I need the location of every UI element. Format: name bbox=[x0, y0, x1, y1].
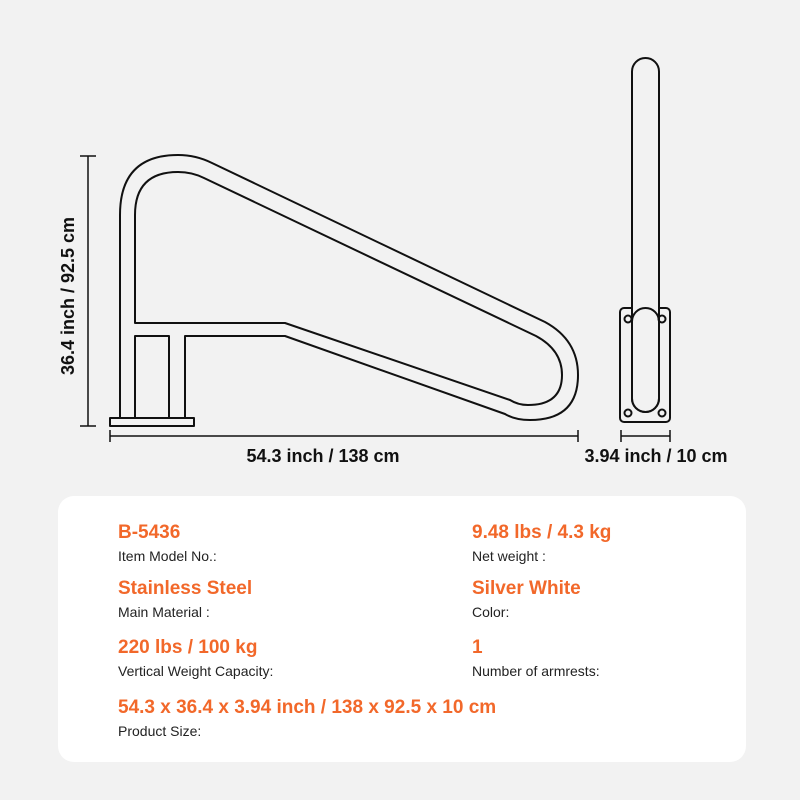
spec-model bbox=[118, 522, 217, 564]
spec-capacity bbox=[118, 637, 273, 679]
specs-card bbox=[58, 496, 746, 762]
spec-weight-label: Net weight : bbox=[472, 548, 546, 564]
spec-material-label: Main Material : bbox=[118, 604, 210, 620]
spec-model-label: Item Model No.: bbox=[118, 548, 217, 564]
spec-armrests-label: Number of armrests: bbox=[472, 663, 600, 679]
spec-armrests bbox=[472, 637, 600, 679]
spec-color-value: Silver White bbox=[472, 578, 581, 599]
bolt-hole-icon bbox=[625, 316, 632, 323]
spec-material bbox=[118, 578, 252, 620]
spec-color-label: Color: bbox=[472, 604, 510, 620]
spec-material-value: Stainless Steel bbox=[118, 578, 253, 599]
length-dimension-label: 54.3 inch / 138 cm bbox=[246, 446, 400, 466]
spec-size-value: 54.3 x 36.4 x 3.94 inch / 138 x 92.5 x 10 cm bbox=[118, 697, 497, 718]
bolt-hole-icon bbox=[659, 410, 666, 417]
width-dimension-label: 3.94 inch / 10 cm bbox=[584, 446, 728, 466]
spec-weight bbox=[472, 522, 611, 564]
spec-size-label: Product Size: bbox=[118, 723, 202, 739]
handrail-front-view bbox=[620, 58, 670, 422]
length-dimension bbox=[110, 430, 578, 442]
bolt-hole-icon bbox=[625, 410, 632, 417]
handrail-inner-outline bbox=[135, 172, 562, 405]
handrail-side-view bbox=[110, 155, 578, 426]
spec-armrests-value: 1 bbox=[472, 637, 483, 658]
handrail-leg-inner bbox=[135, 336, 169, 418]
width-dimension bbox=[621, 430, 670, 442]
spec-color bbox=[472, 578, 581, 620]
spec-size bbox=[118, 697, 496, 739]
height-dimension-label: 36.4 inch / 92.5 cm bbox=[58, 216, 78, 376]
handrail-outer-outline bbox=[120, 155, 578, 420]
front-tube bbox=[632, 58, 659, 412]
height-dimension bbox=[80, 156, 96, 426]
handrail-base-plate bbox=[110, 418, 194, 426]
spec-weight-value: 9.48 lbs / 4.3 kg bbox=[472, 522, 612, 543]
spec-capacity-label: Vertical Weight Capacity: bbox=[118, 663, 274, 679]
spec-capacity-value: 220 lbs / 100 kg bbox=[118, 637, 258, 658]
spec-model-value: B-5436 bbox=[118, 522, 181, 543]
